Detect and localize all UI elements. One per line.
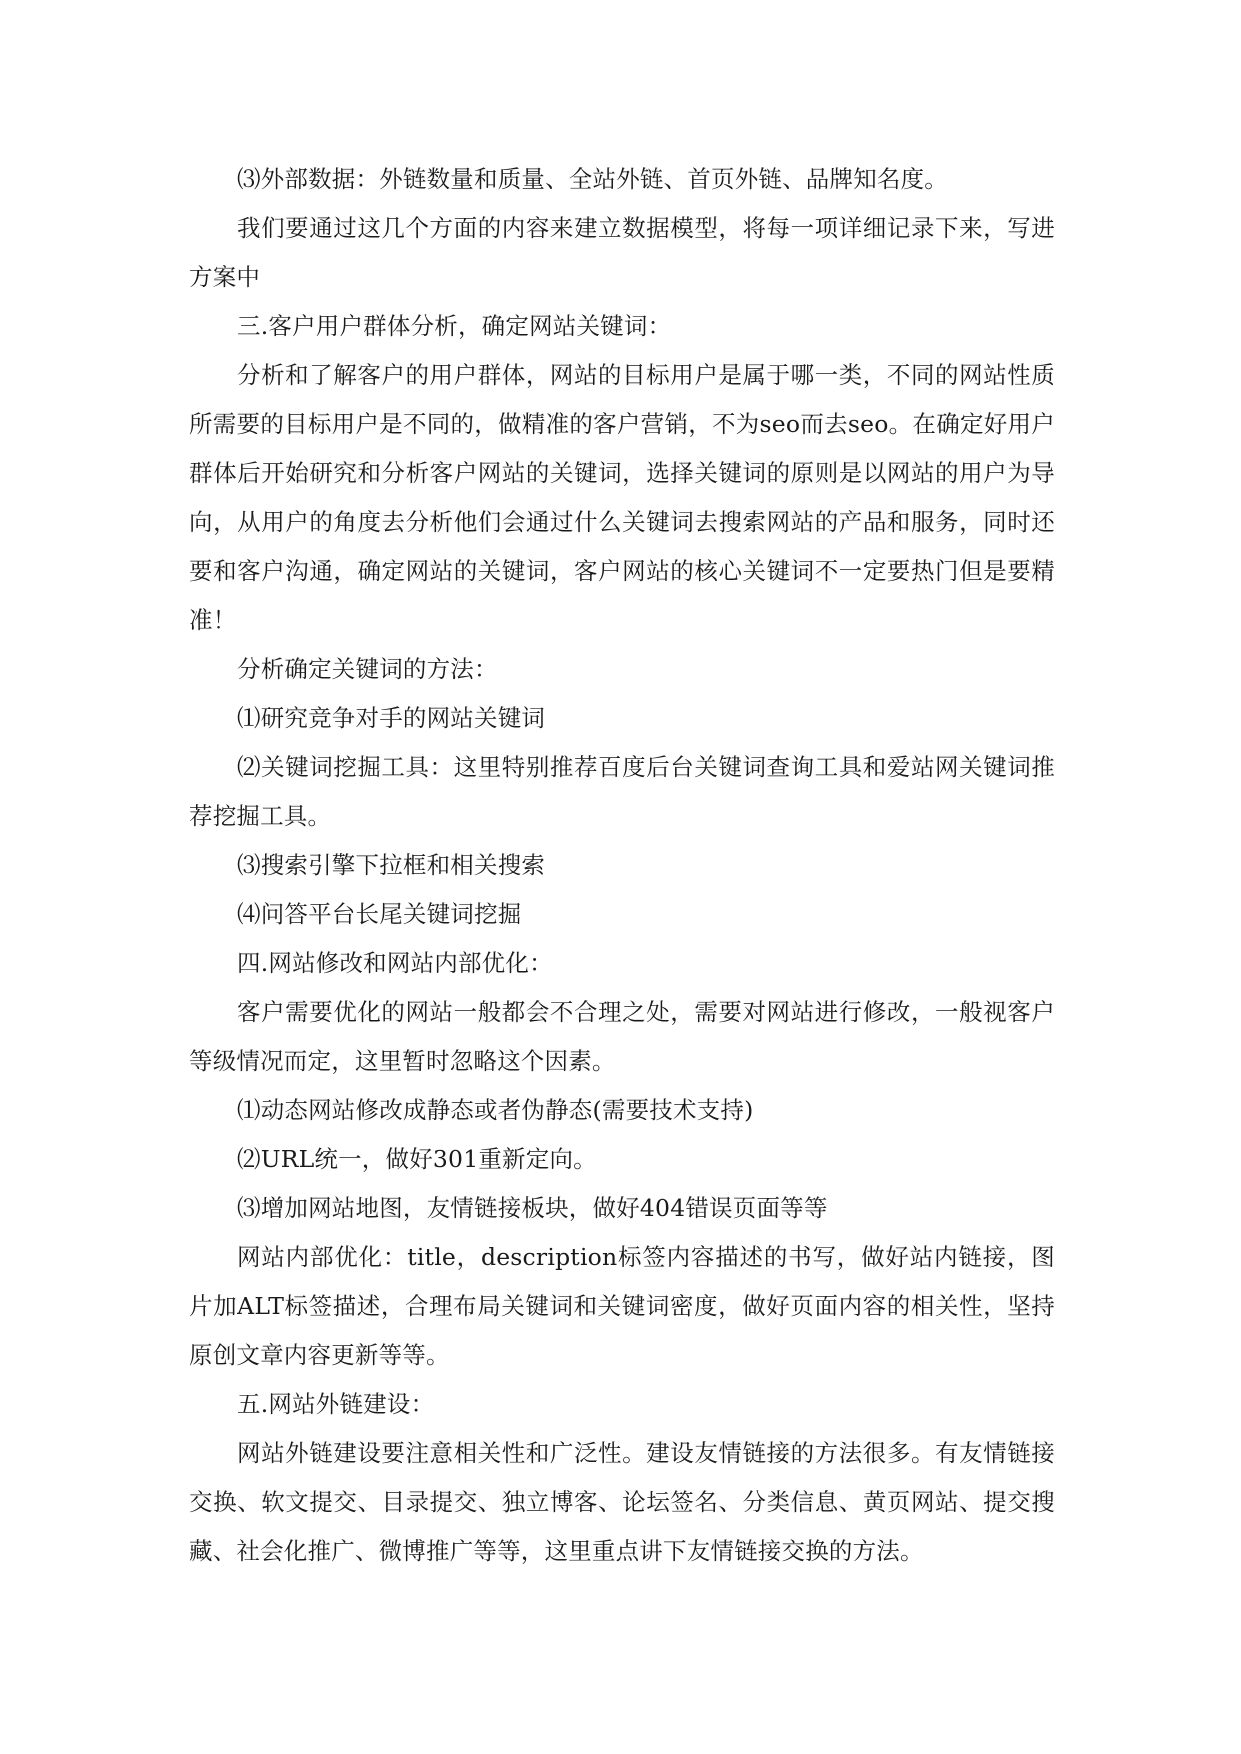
external-link-paragraph: 网站外链建设要注意相关性和广泛性。建设友情链接的方法很多。有友情链接交换、软文提交、目录提交、独立博客、论坛签名、分类信息、黄页网站、提交搜藏、社会化推广、微博推广等等，这里重点讲下友情链接交换的方法。 [189,1439,1055,1565]
modification-item-2: ⑵URL统一，做好301重新定向。 [237,1145,597,1173]
site-modification-paragraph: 客户需要优化的网站一般都会不合理之处，需要对网站进行修改，一般视客户等级情况而定，这里暂时忽略这个因素。 [189,998,1055,1075]
keyword-method-item-3: ⑶搜索引擎下拉框和相关搜索 [237,851,546,879]
section-heading-5: 五.网站外链建设： [237,1390,435,1418]
document-body [189,155,1055,1576]
section-heading-4: 四.网站修改和网站内部优化： [237,949,553,977]
modification-item-1: ⑴动态网站修改成静态或者伪静态(需要技术支持) [237,1096,754,1124]
modification-item-3: ⑶增加网站地图，友情链接板块，做好404错误页面等等 [237,1194,828,1222]
keyword-method-item-1: ⑴研究竞争对手的网站关键词 [237,704,546,732]
data-model-paragraph: 我们要通过这几个方面的内容来建立数据模型，将每一项详细记录下来，写进方案中 [189,214,1055,291]
keyword-method-intro: 分析确定关键词的方法： [237,655,498,683]
keyword-method-item-4: ⑷问答平台长尾关键词挖掘 [237,900,522,928]
section-heading-3: 三.客户用户群体分析，确定网站关键词： [237,312,672,340]
internal-optimization-paragraph: 网站内部优化：title，description标签内容描述的书写，做好站内链接，图片加ALT标签描述，合理布局关键词和关键词密度，做好页面内容的相关性，坚持原创文章内容更新等等。 [189,1243,1055,1369]
keyword-method-item-2: ⑵关键词挖掘工具：这里特别推荐百度后台关键词查询工具和爱站网关键词推荐挖掘工具。 [189,753,1055,830]
user-group-analysis-paragraph: 分析和了解客户的用户群体，网站的目标用户是属于哪一类，不同的网站性质所需要的目标用户是不同的，做精准的客户营销，不为seo而去seo。在确定好用户群体后开始研究和分析客户网站的关键词，选择关键词的原则是以网站的用户为导向，从用户的角度去分析他们会通过什么关键词去搜索网站的产品和服务，同时还要和客户沟通，确定网站的关键词，客户网站的核心关键词不一定要热门但是要精准！ [189,361,1055,634]
external-data-item: ⑶外部数据：外链数量和质量、全站外链、首页外链、品牌知名度。 [237,165,948,193]
